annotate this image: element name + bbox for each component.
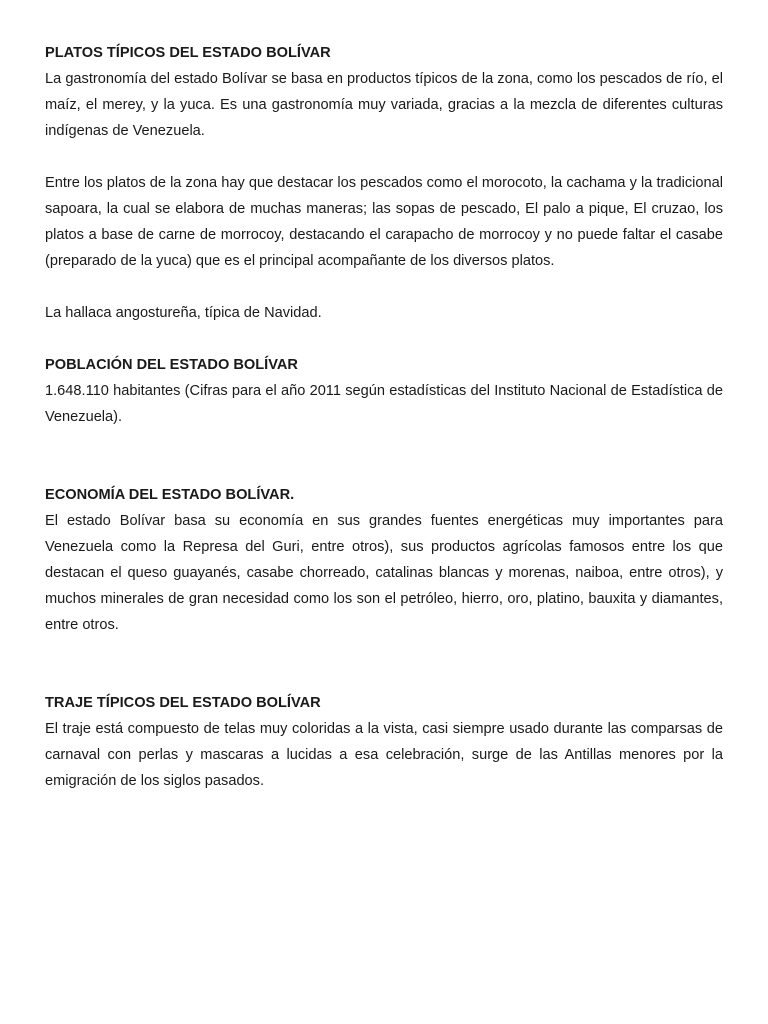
paragraph: La hallaca angostureña, típica de Navidad. (45, 305, 322, 321)
section-poblacion (45, 352, 723, 430)
section-heading: TRAJE TÍPICOS DEL ESTADO BOLÍVAR (45, 695, 321, 711)
section-heading: ECONOMÍA DEL ESTADO BOLÍVAR. (45, 487, 295, 503)
section-heading: POBLACIÓN DEL ESTADO BOLÍVAR (45, 357, 298, 373)
section-traje-tipicos (45, 690, 723, 794)
section-economia (45, 482, 723, 638)
section-heading: PLATOS TÍPICOS DEL ESTADO BOLÍVAR (45, 45, 331, 61)
paragraph: 1.648.110 habitantes (Cifras para el año 2011 según estadísticas del Instituto Nacional de Estadística de Venezuela). (45, 383, 723, 425)
paragraph: Entre los platos de la zona hay que destacar los pescados como el morocoto, la cachama y la tradicional sapoara, la cual se elabora de muchas maneras; las sopas de pescado, El palo a pique, El cruzao, los platos a base de carne de morrocoy, destacando el carapacho de morrocoy y no puede faltar el casabe (preparado de la yuca) que es el principal acompañante de los diversos platos. (45, 175, 723, 269)
paragraph: El estado Bolívar basa su economía en sus grandes fuentes energéticas muy importantes para Venezuela como la Represa del Guri, entre otros), sus productos agrícolas famosos entre los que destacan el queso guayanés, casabe chorreado, catalinas blancas y morenas, naiboa, entre otros), y muchos minerales de gran necesidad como los son el petróleo, hierro, oro, platino, bauxita y diamantes, entre otros. (45, 513, 723, 633)
document-page (45, 40, 723, 794)
paragraph: El traje está compuesto de telas muy coloridas a la vista, casi siempre usado durante las comparsas de carnaval con perlas y mascaras a lucidas a esa celebración, surge de las Antillas menores por la emigración de los siglos pasados. (45, 721, 723, 789)
section-platos-tipicos (45, 40, 723, 326)
paragraph: La gastronomía del estado Bolívar se basa en productos típicos de la zona, como los pescados de río, el maíz, el merey, y la yuca. Es una gastronomía muy variada, gracias a la mezcla de diferentes culturas indígenas de Venezuela. (45, 71, 723, 139)
